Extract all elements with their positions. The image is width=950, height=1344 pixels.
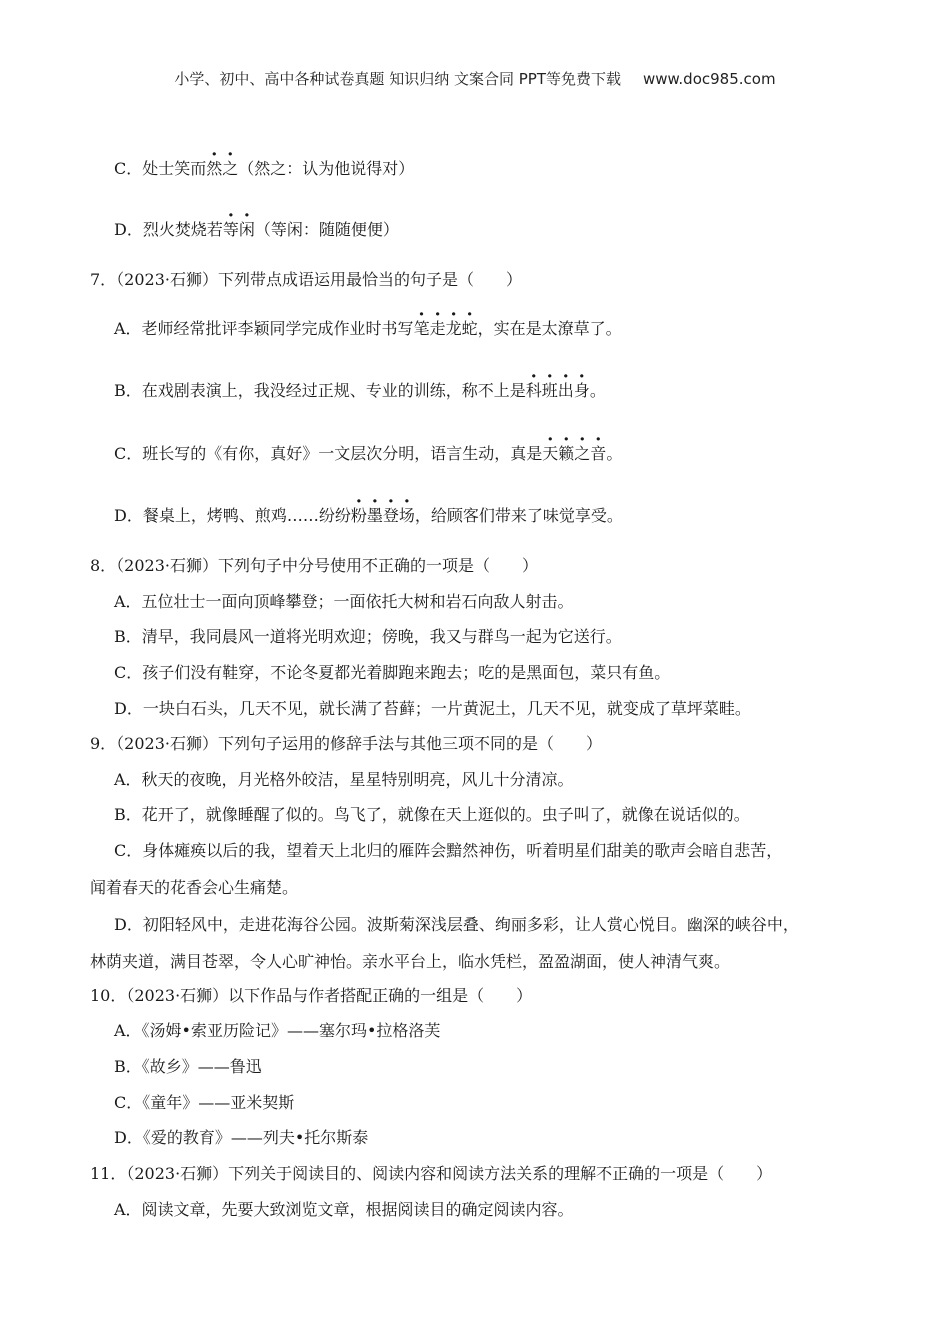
q6-option-c: C．处士笑而然之（然之：认为他说得对） xyxy=(114,159,415,178)
emphasis-char: 出 xyxy=(557,381,574,400)
emphasis-char: 天 xyxy=(542,444,559,463)
q10-stem: 10．（2023·石狮）以下作品与作者搭配正确的一组是（ ） xyxy=(90,986,533,1005)
emphasis-char: 之 xyxy=(574,444,591,463)
q8-option-d: D．一块白石头，几天不见，就长满了苔藓；一片黄泥土，几天不见，就变成了草坪菜畦。 xyxy=(114,699,751,718)
dotted-phrase xyxy=(223,220,255,239)
q9-option-d-line1: D．初阳轻风中，走进花海谷公园。波斯菊深浅层叠、绚丽多彩，让人赏心悦目。幽深的峡谷中， xyxy=(114,915,799,934)
q9-option-b: B．花开了，就像睡醒了似的。鸟飞了，就像在天上逛似的。虫子叫了，就像在说话似的。 xyxy=(114,805,750,824)
q9-stem: 9．（2023·石狮）下列句子运用的修辞手法与其他三项不同的是（ ） xyxy=(90,734,602,753)
emphasis-char: 闲 xyxy=(238,220,255,239)
q9-option-c-line1: C．身体瘫痪以后的我，望着天上北归的雁阵会黯然神伤，听着明星们甜美的歌声会暗自悲苦， xyxy=(114,841,783,860)
q11-stem: 11．（2023·石狮）下列关于阅读目的、阅读内容和阅读方法关系的理解不正确的一项是（ ） xyxy=(90,1164,773,1183)
q9-option-d-line2: 林荫夹道，满目苍翠，令人心旷神怡。亲水平台上，临水凭栏，盈盈湖面，使人神清气爽。 xyxy=(90,952,731,971)
emphasis-char: 粉 xyxy=(350,506,367,525)
q7-stem: 7．（2023·石狮）下列带点成语运用最恰当的句子是（ ） xyxy=(90,270,522,289)
emphasis-char: 蛇 xyxy=(461,319,478,338)
q7-option-d: D．餐桌上，烤鸭、煎鸡……纷纷粉墨登场，给顾客们带来了味觉享受。 xyxy=(114,506,623,525)
header-text: 小学、初中、高中各种试卷真题 知识归纳 文案合同 PPT等免费下载 xyxy=(174,70,621,88)
emphasis-char: 科 xyxy=(525,381,542,400)
q8-option-a: A．五位壮士一面向顶峰攀登；一面依托大树和岩石向敌人射击。 xyxy=(114,592,574,611)
q8-option-b: B．清早，我同晨风一道将光明欢迎；傍晚，我又与群鸟一起为它送行。 xyxy=(114,627,622,646)
emphasis-char: 等 xyxy=(222,220,239,239)
q6-option-d: D．烈火焚烧若等闲（等闲：随随便便） xyxy=(114,220,399,239)
q11-option-a: A．阅读文章，先要大致浏览文章，根据阅读目的确定阅读内容。 xyxy=(114,1200,574,1219)
q7-option-a: A．老师经常批评李颖同学完成作业时书写笔走龙蛇，实在是太潦草了。 xyxy=(114,319,622,338)
q7-option-b: B．在戏剧表演上，我没经过正规、专业的训练，称不上是科班出身。 xyxy=(114,381,606,400)
emphasis-char: 龙 xyxy=(445,319,462,338)
emphasis-char: 身 xyxy=(573,381,590,400)
page-header xyxy=(0,68,950,89)
q9-option-c-line2: 闻着春天的花香会心生痛楚。 xyxy=(90,878,299,897)
dotted-phrase xyxy=(414,319,478,338)
q8-stem: 8．（2023·石狮）下列句子中分号使用不正确的一项是（ ） xyxy=(90,556,538,575)
q10-option-d: D．《爱的教育》——列夫•托尔斯泰 xyxy=(114,1128,369,1147)
emphasis-char: 场 xyxy=(398,506,415,525)
emphasis-char: 之 xyxy=(222,159,239,178)
dotted-phrase xyxy=(542,444,606,463)
emphasis-char: 墨 xyxy=(366,506,383,525)
q9-option-a: A．秋天的夜晚，月光格外皎洁，星星特别明亮，风儿十分清凉。 xyxy=(114,770,574,789)
emphasis-char: 笔 xyxy=(413,319,430,338)
emphasis-char: 走 xyxy=(429,319,446,338)
q10-option-b: B．《故乡》——鲁迅 xyxy=(114,1057,262,1076)
emphasis-char: 然 xyxy=(206,159,223,178)
emphasis-char: 音 xyxy=(590,444,607,463)
dotted-phrase xyxy=(206,159,238,178)
q7-option-c: C．班长写的《有你，真好》一文层次分明，语言生动，真是天籁之音。 xyxy=(114,444,623,463)
dotted-phrase xyxy=(351,506,415,525)
header-url[interactable]: www.doc985.com xyxy=(642,70,776,88)
q8-option-c: C．孩子们没有鞋穿，不论冬夏都光着脚跑来跑去；吃的是黑面包，菜只有鱼。 xyxy=(114,663,671,682)
emphasis-char: 班 xyxy=(541,381,558,400)
emphasis-char: 登 xyxy=(382,506,399,525)
emphasis-char: 籁 xyxy=(558,444,575,463)
q10-option-a: A．《汤姆•索亚历险记》——塞尔玛•拉格洛芙 xyxy=(114,1021,441,1040)
dotted-phrase xyxy=(526,381,590,400)
q10-option-c: C．《童年》——亚米契斯 xyxy=(114,1093,295,1112)
